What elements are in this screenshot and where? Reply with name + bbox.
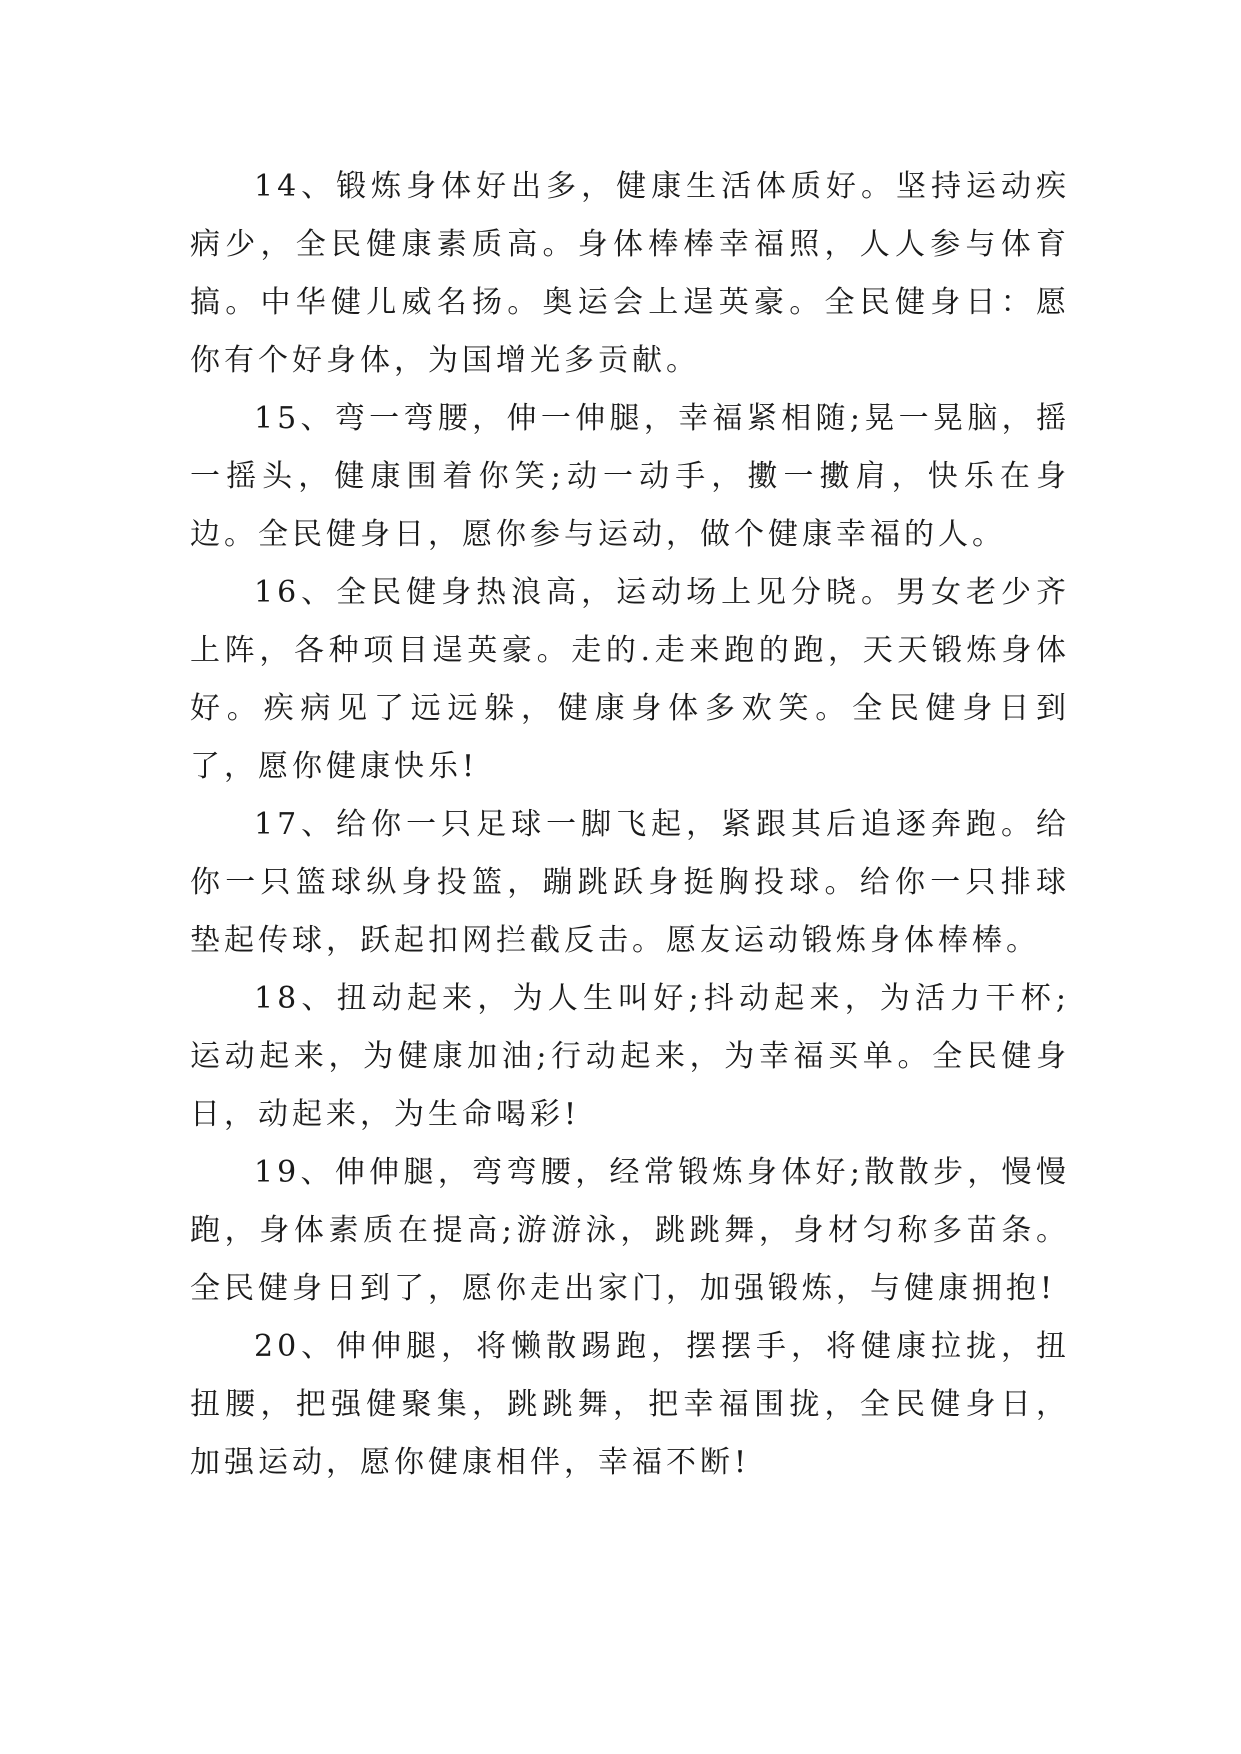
document-body [190,158,1070,1492]
paragraph-14: 14、锻炼身体好出多，健康生活体质好。坚持运动疾病少，全民健康素质高。身体棒棒幸福照，人人参与体育搞。中华健儿威名扬。奥运会上逞英豪。全民健身日：愿你有个好身体，为国增光多贡献。 [190,169,1070,378]
paragraph-17: 17、给你一只足球一脚飞起，紧跟其后追逐奔跑。给你一只篮球纵身投篮，蹦跳跃身挺胸投球。给你一只排球垫起传球，跃起扣网拦截反击。愿友运动锻炼身体棒棒。 [190,807,1070,958]
paragraph-19: 19、伸伸腿，弯弯腰，经常锻炼身体好;散散步，慢慢跑，身体素质在提高;游游泳，跳跳舞，身材匀称多苗条。全民健身日到了，愿你走出家门，加强锻炼，与健康拥抱! [190,1155,1070,1306]
paragraph-15: 15、弯一弯腰，伸一伸腿，幸福紧相随;晃一晃脑，摇一摇头，健康围着你笑;动一动手，擻一擻肩，快乐在身边。全民健身日，愿你参与运动，做个健康幸福的人。 [190,401,1070,552]
paragraph-16: 16、全民健身热浪高，运动场上见分晓。男女老少齐上阵，各种项目逞英豪。走的.走来跑的跑，天天锻炼身体好。疾病见了远远躲，健康身体多欢笑。全民健身日到了，愿你健康快乐! [190,575,1070,784]
paragraph-18: 18、扭动起来，为人生叫好;抖动起来，为活力干杯;运动起来，为健康加油;行动起来，为幸福买单。全民健身日，动起来，为生命喝彩! [190,981,1070,1132]
paragraph-20: 20、伸伸腿，将懒散踢跑，摆摆手，将健康拉拢，扭扭腰，把强健聚集，跳跳舞，把幸福围拢，全民健身日，加强运动，愿你健康相伴，幸福不断! [190,1329,1070,1480]
